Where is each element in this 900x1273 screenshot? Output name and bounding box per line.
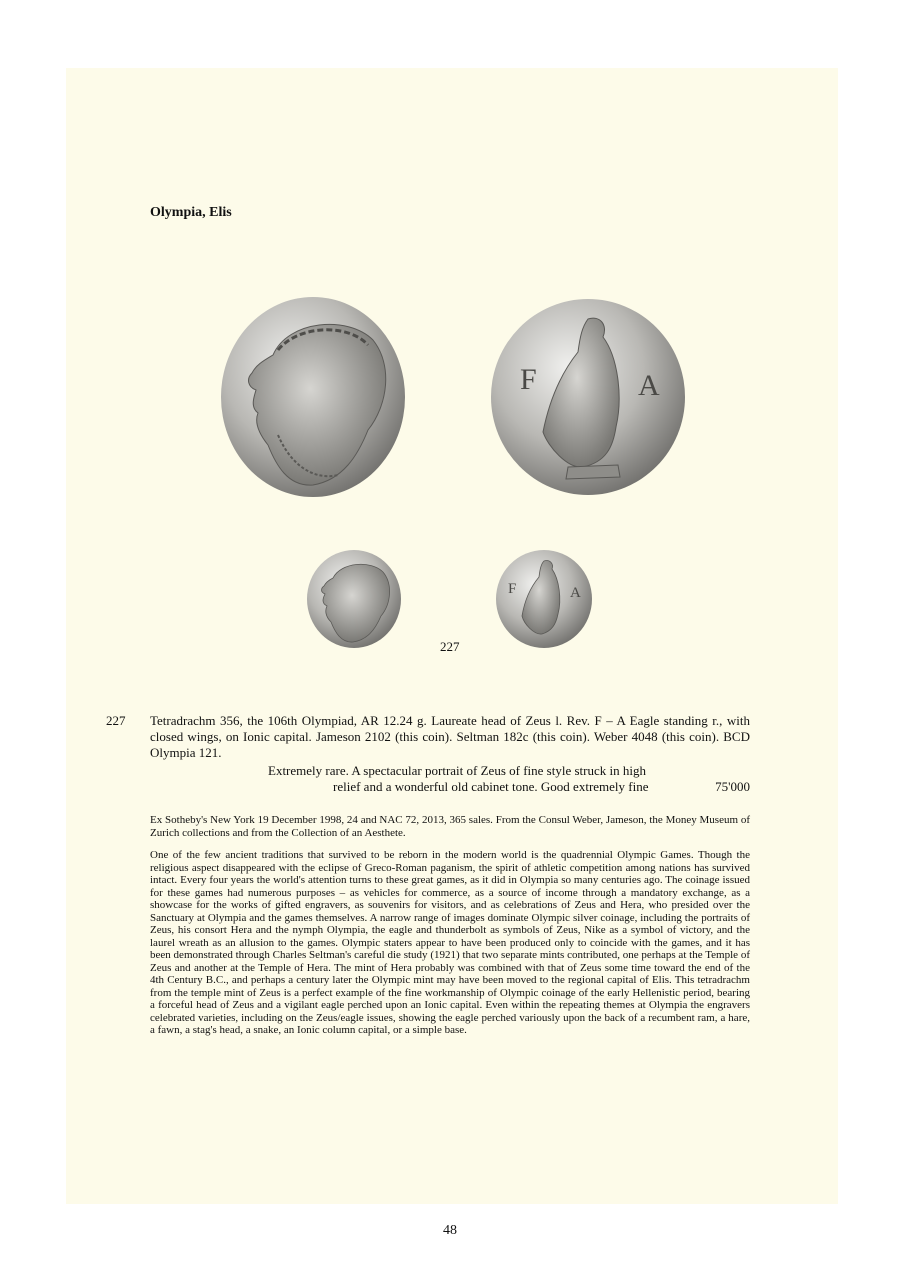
lot-description: Tetradrachm 356, the 106th Olympiad, AR 12.24 g. Laureate head of Zeus l. Rev. F – A Eagle standing r., with closed wings, on Ionic capital. Jameson 2102 (this coin). Seltman 182c (this coin). Weber 4048 (this coin). BCD Olympia 121.	[150, 713, 750, 760]
section-heading: Olympia, Elis	[150, 205, 232, 220]
grade-line-2: relief and a wonderful old cabinet tone. Good extremely fine	[333, 779, 649, 794]
provenance-note: Ex Sotheby's New York 19 December 1998, 24 and NAC 72, 2013, 365 sales. From the Consul Weber, Jameson, the Money Museum of Zurich collections and from the Collection of an Aesthete.	[150, 814, 750, 839]
estimate-price: 75'000	[715, 779, 750, 794]
essay-text: One of the few ancient traditions that survived to be reborn in the modern world is the quadrennial Olympic Games. Though the religious aspect disappeared with the eclipse of Greco-Roman paganism, the spirit of athletic competition among nations has survived intact. Every four years the world's attention turns to these great games, as it did in Olympia so many centuries ago. The coinage issued for these games had numerous purposes – as vehicles for commerce, as a source of income through a mandatory exchange, as a showcase for the works of gifted engravers, as souvenirs for visitors, and as celebrations of Zeus and Hera, who presided over the Sanctuary at Olympia and the games themselves. A narrow range of images dominate Olympic silver coinage, including the portraits of Zeus, his consort Hera and the nymph Olympia, the eagle and thunderbolt as symbols of Zeus, Nike as a symbol of victory, and the laurel wreath as an allusion to the games. Olympic staters appear to have been produced only to coincide with the games, and it has been demonstrated through Charles Seltman's careful die study (1921) that two separate mints contributed, one perhaps at the Temple of Zeus and another at the Temple of Hera. The mint of Hera probably was combined with that of Zeus some time toward the end of the 4th Century B.C., and perhaps a century later the Olympic mint may have been moved to the regional capital of Elis. This tetradrachm from the temple mint of Zeus is a perfect example of the fine workmanship of Olympic coinage of the early Hellenistic period, bearing a forceful head of Zeus and a vigilant eagle perched upon an Ionic capital. Even within the repeating themes at Olympia the engravers celebrated varieties, including on the Zeus/eagle issues, showing the eagle perched variously upon the back of a recumbent ram, a hare, a fawn, a stag's head, a snake, an Ionic column capital, or a simple base.	[150, 849, 750, 1036]
obverse-coin-large	[218, 295, 408, 500]
legend-letter-right-small: A	[570, 585, 581, 601]
legend-letter-left-small: F	[508, 581, 517, 597]
grade-line-1: Extremely rare. A spectacular portrait of Zeus of fine style struck in high	[268, 763, 646, 778]
reverse-coin-large	[488, 297, 688, 497]
lot-number: 227	[106, 713, 126, 728]
legend-letter-right: A	[638, 369, 660, 402]
obverse-coin-small	[305, 548, 403, 650]
page-number: 48	[443, 1223, 457, 1238]
reverse-coin-small	[494, 549, 594, 649]
legend-letter-left: F	[520, 363, 537, 396]
figure-lot-caption: 227	[440, 639, 460, 654]
